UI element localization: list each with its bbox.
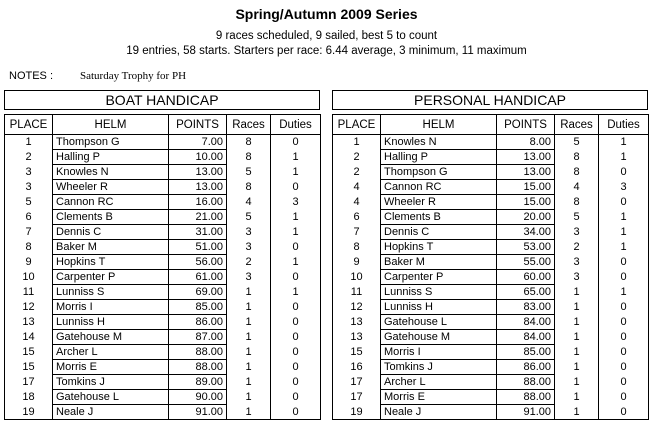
cell-points: 83.00: [497, 300, 555, 315]
cell-place: 4: [333, 195, 381, 210]
cell-helm: Halling P: [381, 150, 497, 165]
cell-points: 88.00: [169, 360, 227, 375]
cell-place: 10: [5, 270, 53, 285]
cell-duties: 0: [599, 405, 649, 420]
series-summary-line1: 9 races scheduled, 9 sailed, best 5 to count: [215, 30, 438, 42]
cell-helm: Baker M: [53, 240, 169, 255]
cell-place: 8: [333, 240, 381, 255]
cell-duties: 0: [271, 315, 321, 330]
table-row: [333, 360, 649, 375]
cell-points: 10.00: [169, 150, 227, 165]
table-row: [5, 405, 321, 420]
cell-helm: Thompson G: [53, 135, 169, 150]
cell-duties: 0: [271, 405, 321, 420]
cell-races: 8: [227, 180, 271, 195]
cell-duties: 0: [271, 270, 321, 285]
cell-races: 2: [555, 240, 599, 255]
cell-points: 21.00: [169, 210, 227, 225]
cell-place: 17: [333, 390, 381, 405]
cell-races: 1: [555, 285, 599, 300]
cell-helm: Lunniss S: [53, 285, 169, 300]
cell-place: 9: [5, 255, 53, 270]
col-duties-header: Duties: [599, 115, 649, 135]
cell-place: 10: [333, 270, 381, 285]
cell-races: 1: [227, 330, 271, 345]
cell-points: 86.00: [497, 360, 555, 375]
boat-table-body: [5, 135, 321, 420]
table-row: [333, 375, 649, 390]
cell-helm: Carpenter P: [381, 270, 497, 285]
cell-duties: 1: [599, 240, 649, 255]
table-row: [333, 225, 649, 240]
cell-place: 5: [5, 195, 53, 210]
cell-place: 6: [333, 210, 381, 225]
cell-points: 34.00: [497, 225, 555, 240]
cell-duties: 0: [599, 255, 649, 270]
cell-races: 1: [227, 405, 271, 420]
cell-place: 14: [5, 330, 53, 345]
cell-place: 12: [5, 300, 53, 315]
cell-helm: Baker M: [381, 255, 497, 270]
cell-duties: 0: [271, 390, 321, 405]
cell-races: 8: [555, 150, 599, 165]
cell-races: 1: [555, 315, 599, 330]
header-row: [5, 115, 321, 135]
cell-helm: Knowles N: [53, 165, 169, 180]
cell-duties: 1: [271, 150, 321, 165]
cell-points: 15.00: [497, 180, 555, 195]
cell-helm: Carpenter P: [53, 270, 169, 285]
cell-points: 7.00: [169, 135, 227, 150]
cell-duties: 1: [599, 150, 649, 165]
table-row: [333, 240, 649, 255]
cell-points: 88.00: [497, 390, 555, 405]
cell-duties: 0: [599, 330, 649, 345]
cell-races: 1: [555, 345, 599, 360]
cell-points: 61.00: [169, 270, 227, 285]
cell-place: 1: [333, 135, 381, 150]
cell-place: 15: [333, 345, 381, 360]
page-title: Spring/Autumn 2009 Series: [235, 6, 418, 22]
cell-duties: 1: [271, 210, 321, 225]
cell-helm: Gatehouse M: [53, 330, 169, 345]
cell-duties: 0: [271, 135, 321, 150]
table-row: [5, 135, 321, 150]
cell-duties: 0: [599, 195, 649, 210]
cell-helm: Lunniss S: [381, 285, 497, 300]
table-row: [5, 210, 321, 225]
cell-helm: Tomkins J: [53, 375, 169, 390]
table-row: [333, 285, 649, 300]
col-points-header: POINTS: [169, 115, 227, 135]
cell-points: 60.00: [497, 270, 555, 285]
cell-races: 8: [555, 195, 599, 210]
table-row: [333, 315, 649, 330]
cell-races: 1: [227, 390, 271, 405]
cell-duties: 0: [271, 345, 321, 360]
personal-handicap-heading: PERSONAL HANDICAP: [332, 90, 648, 110]
cell-place: 6: [5, 210, 53, 225]
cell-points: 88.00: [497, 375, 555, 390]
cell-races: 2: [227, 255, 271, 270]
cell-place: 16: [333, 360, 381, 375]
table-row: [5, 195, 321, 210]
table-row: [5, 255, 321, 270]
table-row: [333, 405, 649, 420]
notes-value: Saturday Trophy for PH: [80, 70, 187, 82]
cell-points: 84.00: [497, 330, 555, 345]
cell-place: 7: [333, 225, 381, 240]
cell-duties: 0: [271, 180, 321, 195]
cell-points: 51.00: [169, 240, 227, 255]
cell-helm: Clements B: [53, 210, 169, 225]
cell-helm: Gatehouse L: [381, 315, 497, 330]
col-place-header: PLACE: [5, 115, 53, 135]
table-row: [5, 180, 321, 195]
cell-races: 4: [555, 180, 599, 195]
cell-duties: 1: [271, 255, 321, 270]
cell-helm: Cannon RC: [53, 195, 169, 210]
cell-helm: Lunniss H: [381, 300, 497, 315]
table-row: [5, 270, 321, 285]
cell-races: 1: [555, 360, 599, 375]
cell-points: 13.00: [169, 165, 227, 180]
cell-races: 5: [555, 135, 599, 150]
header-row: [333, 115, 649, 135]
personal-handicap-table: [332, 114, 649, 420]
cell-place: 3: [5, 165, 53, 180]
table-row: [333, 390, 649, 405]
cell-races: 8: [555, 165, 599, 180]
table-row: [333, 195, 649, 210]
table-row: [333, 255, 649, 270]
cell-points: 85.00: [169, 300, 227, 315]
cell-place: 13: [333, 315, 381, 330]
cell-helm: Hopkins T: [381, 240, 497, 255]
cell-points: 87.00: [169, 330, 227, 345]
cell-points: 84.00: [497, 315, 555, 330]
table-row: [5, 390, 321, 405]
cell-duties: 1: [271, 225, 321, 240]
cell-place: 3: [5, 180, 53, 195]
cell-helm: Tomkins J: [381, 360, 497, 375]
cell-place: 7: [5, 225, 53, 240]
cell-races: 1: [555, 405, 599, 420]
cell-points: 55.00: [497, 255, 555, 270]
cell-duties: 0: [271, 360, 321, 375]
cell-helm: Neale J: [53, 405, 169, 420]
cell-points: 86.00: [169, 315, 227, 330]
cell-points: 69.00: [169, 285, 227, 300]
cell-helm: Morris E: [53, 360, 169, 375]
cell-duties: 0: [599, 300, 649, 315]
cell-duties: 3: [599, 180, 649, 195]
cell-races: 3: [555, 225, 599, 240]
cell-races: 1: [227, 315, 271, 330]
series-summary-line2: 19 entries, 58 starts. Starters per race: 6.44 average, 3 minimum, 11 maximum: [126, 45, 527, 57]
cell-place: 1: [5, 135, 53, 150]
cell-points: 88.00: [169, 345, 227, 360]
cell-helm: Hopkins T: [53, 255, 169, 270]
cell-points: 13.00: [497, 150, 555, 165]
cell-place: 11: [333, 285, 381, 300]
cell-points: 8.00: [497, 135, 555, 150]
cell-helm: Archer L: [53, 345, 169, 360]
cell-place: 15: [5, 360, 53, 375]
cell-helm: Halling P: [53, 150, 169, 165]
cell-races: 8: [227, 150, 271, 165]
table-row: [5, 240, 321, 255]
cell-helm: Gatehouse M: [381, 330, 497, 345]
cell-helm: Thompson G: [381, 165, 497, 180]
table-row: [5, 165, 321, 180]
table-row: [5, 285, 321, 300]
cell-points: 89.00: [169, 375, 227, 390]
cell-duties: 0: [271, 240, 321, 255]
col-points-header: POINTS: [497, 115, 555, 135]
cell-duties: 0: [599, 315, 649, 330]
cell-helm: Cannon RC: [381, 180, 497, 195]
cell-place: 2: [333, 165, 381, 180]
cell-races: 3: [227, 225, 271, 240]
cell-races: 1: [227, 285, 271, 300]
col-races-header: Races: [555, 115, 599, 135]
cell-races: 3: [227, 270, 271, 285]
cell-duties: 3: [271, 195, 321, 210]
cell-helm: Morris E: [381, 390, 497, 405]
cell-duties: 1: [599, 225, 649, 240]
cell-helm: Clements B: [381, 210, 497, 225]
table-row: [333, 135, 649, 150]
cell-duties: 0: [599, 390, 649, 405]
col-place-header: PLACE: [333, 115, 381, 135]
cell-races: 4: [227, 195, 271, 210]
cell-duties: 0: [271, 375, 321, 390]
cell-duties: 1: [271, 165, 321, 180]
cell-duties: 0: [271, 300, 321, 315]
cell-points: 16.00: [169, 195, 227, 210]
cell-races: 3: [227, 240, 271, 255]
table-row: [5, 345, 321, 360]
cell-points: 91.00: [169, 405, 227, 420]
table-row: [333, 180, 649, 195]
cell-points: 65.00: [497, 285, 555, 300]
personal-table-body: [333, 135, 649, 420]
table-row: [5, 315, 321, 330]
cell-points: 13.00: [497, 165, 555, 180]
notes-label: NOTES :: [9, 70, 54, 82]
cell-helm: Wheeler R: [53, 180, 169, 195]
table-row: [5, 225, 321, 240]
cell-place: 4: [333, 180, 381, 195]
table-row: [333, 210, 649, 225]
col-helm-header: HELM: [381, 115, 497, 135]
cell-races: 1: [555, 330, 599, 345]
table-row: [333, 270, 649, 285]
cell-points: 90.00: [169, 390, 227, 405]
cell-races: 1: [227, 300, 271, 315]
cell-races: 5: [227, 165, 271, 180]
cell-points: 85.00: [497, 345, 555, 360]
cell-races: 8: [227, 135, 271, 150]
cell-duties: 0: [599, 345, 649, 360]
table-row: [5, 375, 321, 390]
cell-points: 31.00: [169, 225, 227, 240]
table-row: [333, 330, 649, 345]
cell-races: 1: [227, 345, 271, 360]
col-duties-header: Duties: [271, 115, 321, 135]
cell-helm: Archer L: [381, 375, 497, 390]
boat-handicap-heading: BOAT HANDICAP: [4, 90, 320, 110]
cell-points: 53.00: [497, 240, 555, 255]
cell-helm: Morris I: [381, 345, 497, 360]
col-helm-header: HELM: [53, 115, 169, 135]
table-row: [333, 345, 649, 360]
cell-duties: 1: [599, 135, 649, 150]
cell-races: 1: [555, 300, 599, 315]
cell-duties: 1: [599, 285, 649, 300]
cell-place: 2: [5, 150, 53, 165]
cell-helm: Dennis C: [381, 225, 497, 240]
cell-points: 91.00: [497, 405, 555, 420]
cell-duties: 0: [599, 360, 649, 375]
cell-helm: Neale J: [381, 405, 497, 420]
cell-helm: Dennis C: [53, 225, 169, 240]
cell-helm: Morris I: [53, 300, 169, 315]
cell-place: 13: [5, 315, 53, 330]
cell-duties: 0: [599, 165, 649, 180]
cell-races: 3: [555, 255, 599, 270]
table-row: [333, 300, 649, 315]
cell-points: 15.00: [497, 195, 555, 210]
cell-races: 1: [555, 375, 599, 390]
cell-races: 1: [227, 375, 271, 390]
cell-place: 12: [333, 300, 381, 315]
table-row: [5, 300, 321, 315]
cell-duties: 0: [599, 375, 649, 390]
cell-place: 8: [5, 240, 53, 255]
cell-place: 11: [5, 285, 53, 300]
cell-place: 18: [5, 390, 53, 405]
cell-races: 3: [555, 270, 599, 285]
cell-place: 15: [5, 345, 53, 360]
cell-place: 9: [333, 255, 381, 270]
cell-helm: Lunniss H: [53, 315, 169, 330]
table-row: [5, 150, 321, 165]
boat-handicap-table: [4, 114, 321, 420]
cell-duties: 0: [599, 270, 649, 285]
cell-duties: 1: [271, 285, 321, 300]
cell-place: 13: [333, 330, 381, 345]
cell-races: 5: [227, 210, 271, 225]
cell-place: 19: [5, 405, 53, 420]
cell-races: 1: [227, 360, 271, 375]
cell-duties: 0: [271, 330, 321, 345]
table-row: [333, 165, 649, 180]
table-row: [5, 360, 321, 375]
cell-points: 13.00: [169, 180, 227, 195]
cell-points: 20.00: [497, 210, 555, 225]
cell-helm: Knowles N: [381, 135, 497, 150]
cell-points: 56.00: [169, 255, 227, 270]
cell-place: 17: [5, 375, 53, 390]
cell-duties: 1: [599, 210, 649, 225]
cell-races: 5: [555, 210, 599, 225]
cell-helm: Gatehouse L: [53, 390, 169, 405]
table-row: [5, 330, 321, 345]
col-races-header: Races: [227, 115, 271, 135]
cell-place: 19: [333, 405, 381, 420]
table-row: [333, 150, 649, 165]
cell-place: 17: [333, 375, 381, 390]
cell-helm: Wheeler R: [381, 195, 497, 210]
cell-races: 1: [555, 390, 599, 405]
cell-place: 2: [333, 150, 381, 165]
